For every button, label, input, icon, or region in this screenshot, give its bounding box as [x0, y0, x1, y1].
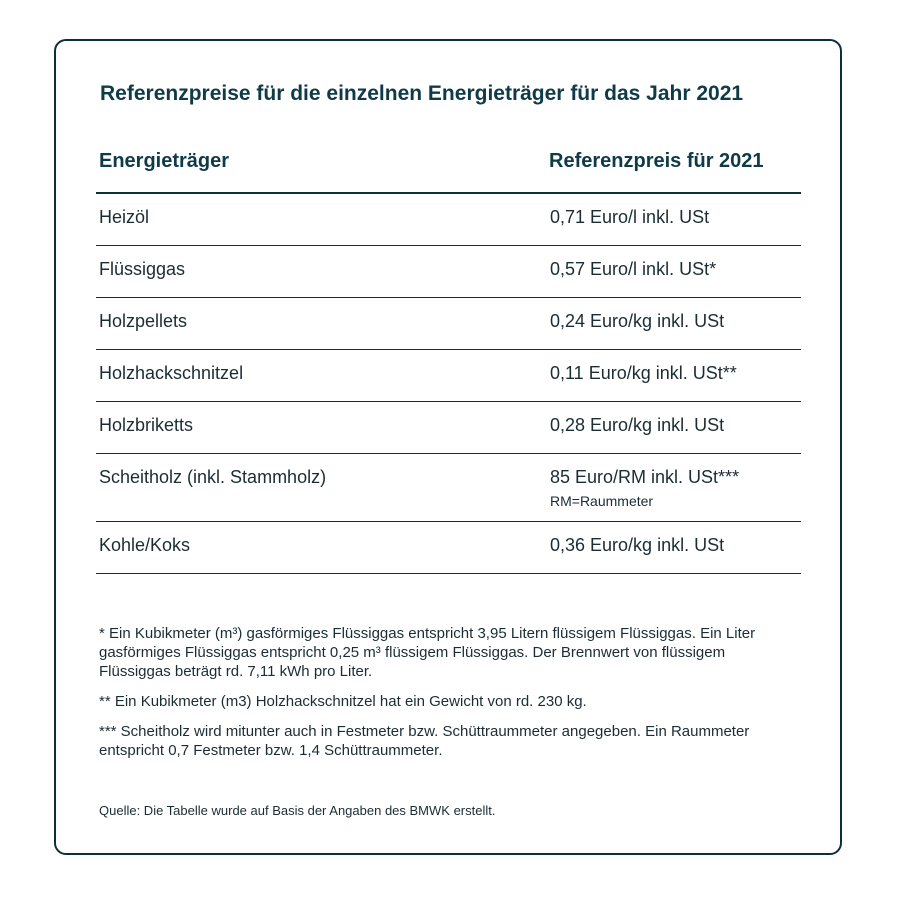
- carrier-cell: Kohle/Koks: [99, 535, 191, 555]
- table-row: [96, 246, 801, 298]
- table-row: [96, 194, 801, 246]
- price-cell: 0,36 Euro/kg inkl. USt: [550, 535, 725, 555]
- carrier-cell: Heizöl: [99, 207, 150, 227]
- carrier-cell: Flüssiggas: [99, 259, 186, 279]
- table-row: [96, 522, 801, 574]
- price-table: [96, 140, 801, 574]
- price-cell: 0,11 Euro/kg inkl. USt**: [550, 363, 737, 383]
- table-row: [96, 454, 801, 522]
- column-header-price: Referenzpreis für 2021: [549, 150, 764, 172]
- unit-note: RM=Raummeter: [550, 493, 654, 509]
- footnote-3: *** Scheitholz wird mitunter auch in Festmeter bzw. Schüttraummeter angegeben. Ein Raummeter entspricht 0,7 Festmeter bzw. 1,4 Schüttraummeter.: [99, 723, 750, 759]
- price-cell: 0,57 Euro/l inkl. USt*: [550, 259, 717, 279]
- price-cell: 85 Euro/RM inkl. USt***: [550, 467, 740, 487]
- table-row: [96, 402, 801, 454]
- price-cell: 0,28 Euro/kg inkl. USt: [550, 415, 725, 435]
- price-cell: 0,24 Euro/kg inkl. USt: [550, 311, 725, 331]
- price-cell: 0,71 Euro/l inkl. USt: [550, 207, 710, 227]
- table-row: [96, 298, 801, 350]
- footnotes: [99, 624, 799, 771]
- carrier-cell: Holzbriketts: [99, 415, 194, 435]
- table-row: [96, 350, 801, 402]
- carrier-cell: Holzhackschnitzel: [99, 363, 244, 383]
- carrier-cell: Scheitholz (inkl. Stammholz): [99, 467, 327, 487]
- footnote-1: * Ein Kubikmeter (m³) gasförmiges Flüssiggas entspricht 3,95 Litern flüssigem Flüssiggas. Ein Liter gasförmiges Flüssiggas entspricht 0,25 m³ flüssigem Flüssiggas. Der Brennwert von flüssigem Flüssiggas beträgt rd. 7,11 kWh pro Liter.: [99, 625, 756, 680]
- page-title: Referenzpreise für die einzelnen Energieträger für das Jahr 2021: [100, 82, 744, 105]
- table-header: [96, 140, 801, 194]
- column-header-carrier: Energieträger: [99, 150, 230, 172]
- source-note: Quelle: Die Tabelle wurde auf Basis der Angaben des BMWK erstellt.: [99, 803, 496, 818]
- footnote-2: ** Ein Kubikmeter (m3) Holzhackschnitzel hat ein Gewicht von rd. 230 kg.: [99, 693, 587, 710]
- carrier-cell: Holzpellets: [99, 311, 188, 331]
